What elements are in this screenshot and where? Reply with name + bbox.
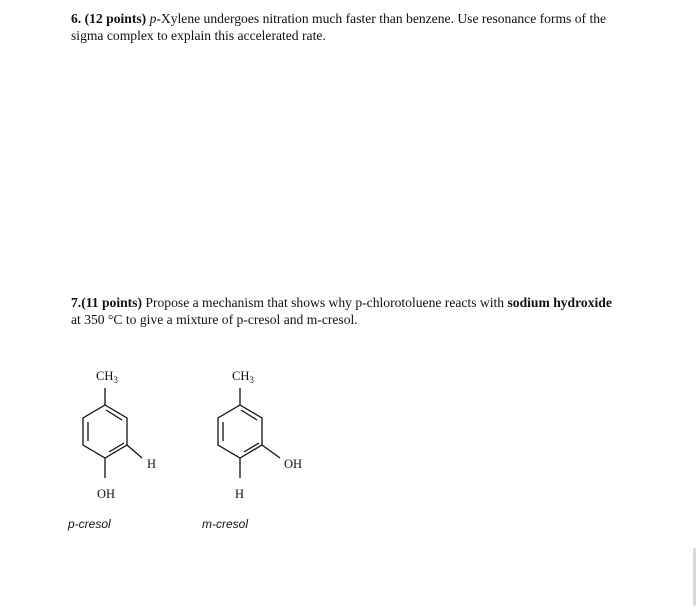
m-cresol-ch3-label: $CH_3$ [232, 369, 254, 385]
p-cresol-ch3-label: $CH_3$ [96, 369, 118, 385]
question-7-text: Propose a mechanism that shows why p-chlorotoluene reacts with [145, 295, 505, 310]
m-cresol-h-label: H [235, 487, 245, 501]
p-cresol-ring [83, 405, 127, 458]
question-6-prefix: p [149, 11, 157, 26]
p-cresol-h-label: H [147, 457, 157, 471]
m-cresol-double-bond-3 [241, 410, 257, 420]
m-cresol-ring [218, 405, 262, 458]
m-cresol-structure [218, 388, 280, 478]
m-cresol-oh-bond [262, 445, 280, 458]
m-cresol-caption: m-cresol [202, 517, 249, 531]
p-cresol-oh-label: OH [97, 487, 116, 501]
m-cresol-oh-label: OH [284, 457, 303, 471]
question-6-text-line1: -Xylene undergoes nitration much faster than benzene. Use resonance forms of the [156, 11, 607, 26]
question-6-number: 6. [71, 11, 82, 26]
p-cresol-caption: p-cresol [68, 517, 111, 531]
p-cresol-double-bond-3 [106, 410, 122, 420]
question-7-bold-term: sodium hydroxide [507, 295, 612, 310]
question-7-text-line2: at 350 °C to give a mixture of p-cresol and m-cresol. [71, 312, 358, 327]
question-6-text-line2: sigma complex to explain this accelerated rate. [71, 28, 326, 43]
question-6-points: (12 points) [84, 11, 147, 26]
question-7-number-points: 7.(11 points) [71, 295, 143, 310]
scrollbar[interactable] [693, 548, 696, 606]
p-cresol-h-bond [127, 445, 142, 458]
p-cresol-structure [83, 388, 142, 478]
